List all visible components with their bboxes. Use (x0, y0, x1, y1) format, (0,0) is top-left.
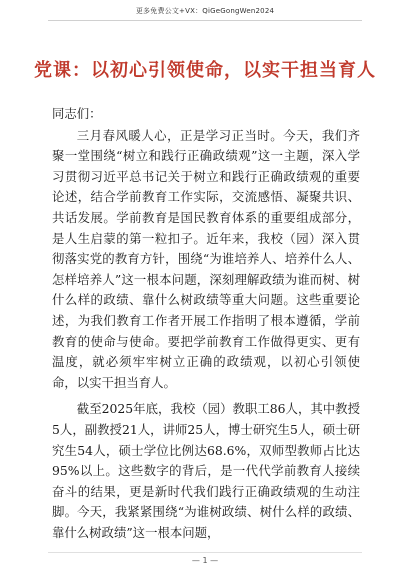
document-body (52, 104, 360, 549)
paragraph-2: 截至2025年底，我校（园）教职工86人，其中教授5人，副教授21人，讲师25人，博士研究生5人，硕士研究生54人，硕士学位比例达68.6%，双师型教师占比达95%以上。这些数字的背后，是一代代学前教育人接续奋斗的结果，更是新时代我们践行正确政绩观的生动注脚。今天，我紧紧围绕“为谁树政绩、树什么样的政绩、靠什么树政绩”这一根本问题， (52, 401, 360, 540)
page-number: — 1 — (191, 556, 219, 565)
paragraph-1: 三月春风暖人心，正是学习正当时。今天，我们齐聚一堂围绕“树立和践行正确政绩观”这一主题，深入学习贯彻习近平总书记关于树立和践行正确政绩观的重要论述，结合学前教育工作实际，交流感悟、凝聚共识、共话发展。学前教育是国民教育体系的重要组成部分，是人生启蒙的第一粒扣子。近年来，我校（园）深入贯彻落实党的教育方针，围绕“为谁培养人、培养什么人、怎样培养人”这一根本问题，深刻理解政绩为谁而树、树什么样的政绩、靠什么树政绩等重大问题。这些重要论述，为我们教育工作者开展工作指明了根本遵循，学前教育的使命与使命。要把学前教育工作做得更实、更有温度，就必须牢牢树立正确的政绩观，以初心引领使命，以实干担当育人。 (52, 127, 360, 390)
page-header: 更多免费公文+VX：QiGeGongWen2024 (135, 7, 275, 15)
header-divider (48, 20, 362, 21)
document-title: 党课：以初心引领使命，以实干担当育人 (34, 60, 376, 81)
footer-divider (48, 552, 362, 553)
salutation: 同志们： (52, 106, 102, 121)
